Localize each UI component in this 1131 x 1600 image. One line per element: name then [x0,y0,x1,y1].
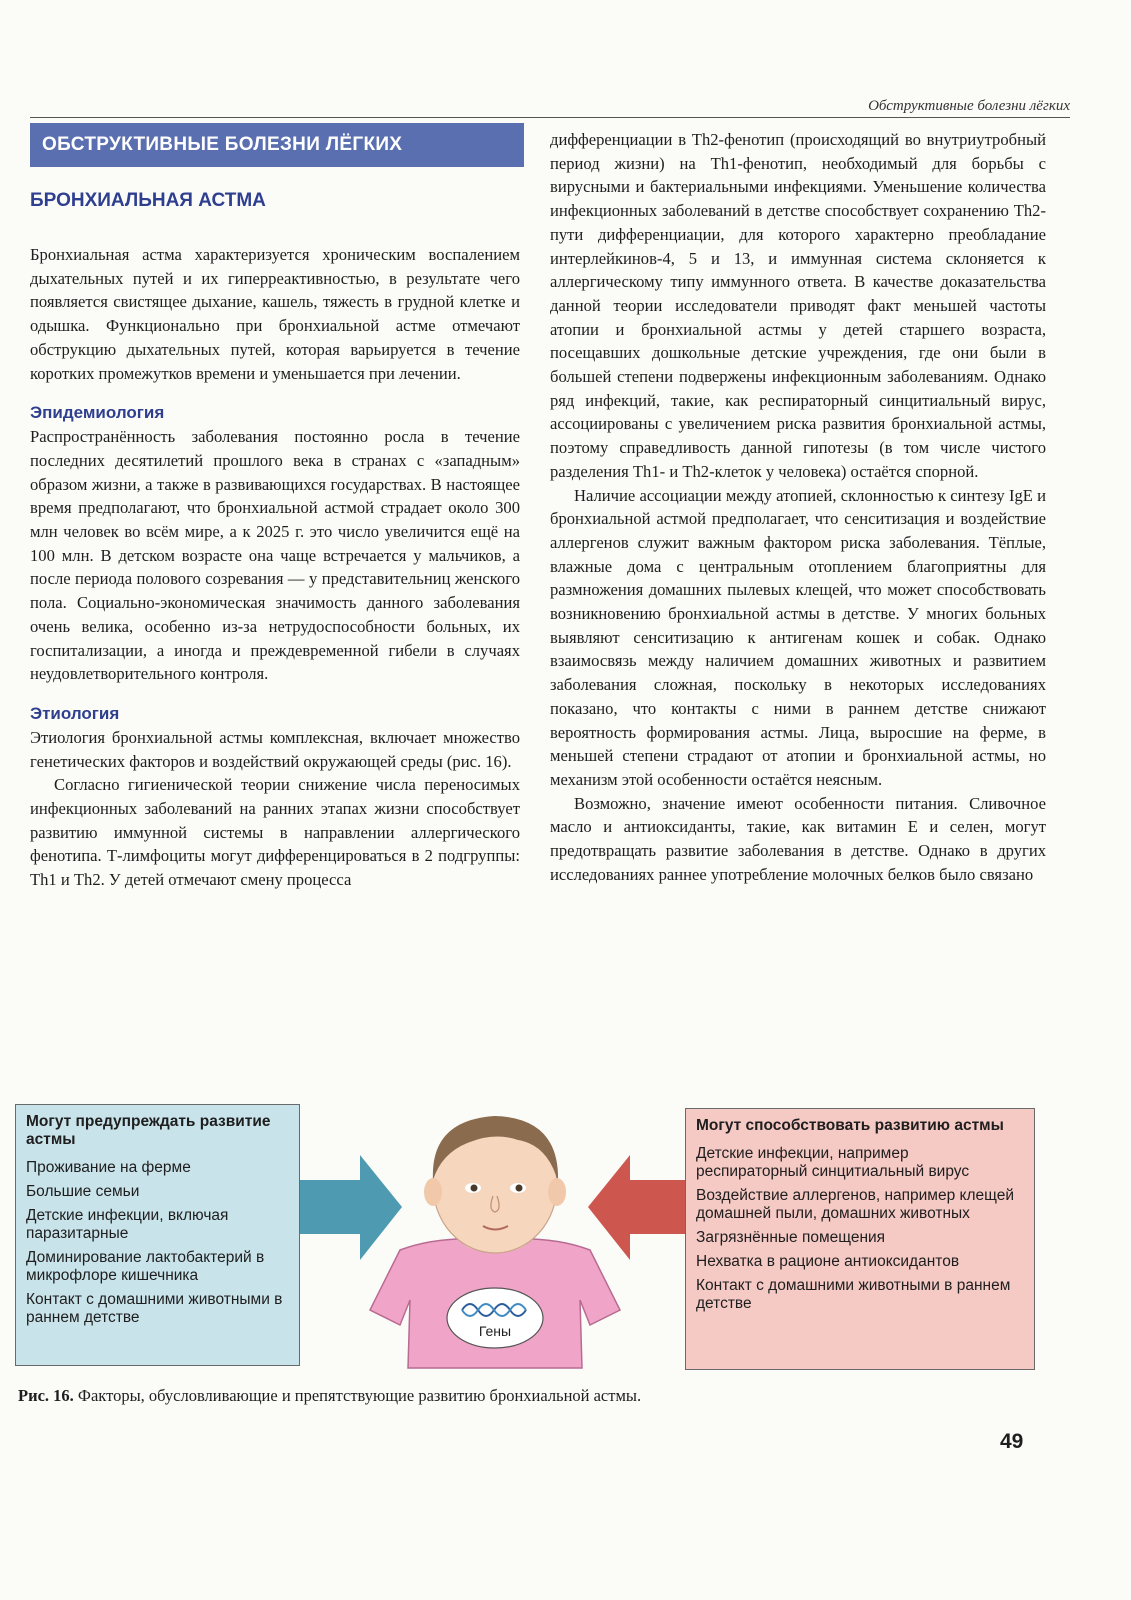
right-column [550,128,1046,887]
etiology-heading: Этиология [30,703,120,723]
list-item: Проживание на ферме [26,1159,191,1176]
risk-factors-title: Могут способствовать развитию астмы [696,1117,1004,1134]
right-paragraph-3: Возможно, значение имеют особенности питания. Сливочное масло и антиоксиданты, такие, как витамин Е и селен, могут предотвращать развитие заболевания в детстве. Однако в других исследованиях раннее употребление молочных белков было связано [550,793,1046,884]
list-item: Контакт с домашними животными в раннем детстве [26,1291,283,1326]
risk-factors-box [685,1108,1035,1370]
main-heading: БРОНХИАЛЬНАЯ АСТМА [30,190,266,211]
right-paragraph-2: Наличие ассоциации между атопией, склонностью к синтезу IgE и бронхиальной астмой предполагает, что сенситизация и воздействие аллергенов служит важным фактором риска заболевания. Тёплые, влажные дома с центральным отоплением благоприятны для размножения домашних пылевых клещей, что может способствовать возникновению бронхиальной астмы в детстве. У многих больных выявляют сенситизацию к антигенам кошек и собак. Однако взаимосвязь между наличием домашних животных и развитием заболевания сложная, поскольку в некоторых исследованиях показано, что контакты с ними в раннем детстве снижают вероятность формирования астмы. Лица, выросшие на ферме, в меньшей степени страдают от атопии и бронхиальной астмы, но механизм этой особенности остаётся неясным. [550,485,1046,789]
list-item: Детские инфекции, включая паразитарные [26,1207,229,1242]
page-number: 49 [1000,1430,1024,1453]
left-column [30,187,520,892]
caption-label: Рис. 16. [18,1386,74,1405]
list-item: Загрязнённые помещения [696,1229,886,1246]
epidemiology-paragraph: Распространённость заболевания постоянно росла в течение последних десятилетий прошлого века в странах с «западным» образом жизни, а также в развивающихся государствах. В настоящее время предполагают, что бронхиальной астмой страдает около 300 млн человек во всём мире, а к 2025 г. это число увеличится ещё на 100 млн. В детском возрасте она чаще встречается у мальчиков, а после периода полового созревания — у представительниц женского пола. Социально-экономическая значимость данного заболевания очень велика, особенно из-за нетрудоспособности больных, их госпитализации, а иногда и преждевременной гибели в случаях неудовлетворительного контроля. [30,427,520,684]
preventive-factors-title: Могут предупреждать развитие астмы [26,1113,271,1148]
list-item: Воздействие аллергенов, например клещей домашней пыли, домашних животных [696,1187,1014,1222]
intro-paragraph: Бронхиальная астма характеризуется хроническим воспалением дыхательных путей и их гиперреактивностью, в результате чего появляется свистящее дыхание, кашель, тяжесть в грудной клетке и одышка. Функционально при бронхиальной астме отмечают обструкцию дыхательных путей, которая варьируется в течение коротких промежутков времени и уменьшается при лечении. [30,245,520,383]
right-paragraph-1: дифференциации в Th2-фенотип (происходящий во внутриутробный период жизни) на Th1-фенотип, необходимый для борьбы с вирусными и бактериальными инфекциями. Уменьшение количества инфекционных заболеваний в детстве способствует сохранению Th2-пути дифференциации, для которого характерно преобладание интерлейкинов-4, 5 и 13, и иммунная система склоняется к аллергическому типу иммунного ответа. В качестве доказательства данной теории исследователи приводят факт меньшей частоты атопии и бронхиальной астмы у детей старшего возраста, посещавших дошкольные детские учреждения, где они были в большей степени подвержены инфекционным заболеваниям. Однако ряд инфекций, такие, как респираторный синцитиальный вирус, ассоциированы с увеличением риска развития бронхиальной астмы, поэтому справедливость данной гипотезы (в том числе чистого разделения Th1- и Th2-клеток у человека) остаётся спорной. [550,130,1046,481]
list-item: Контакт с домашними животными в раннем детстве [696,1277,1011,1312]
arrow-left-icon [588,1155,690,1260]
etiology-paragraph-2: Согласно гигиенической теории снижение числа переносимых инфекционных заболеваний на ранних этапах жизни способствует развитию иммунной системы в направлении аллергического фенотипа. Т-лимфоциты могут дифференцироваться в 2 подгруппы: Th1 и Th2. У детей отмечают смену процесса [30,775,520,890]
list-item: Доминирование лактобактерий в микрофлоре кишечника [26,1249,265,1284]
list-item: Большие семьи [26,1183,140,1200]
risk-factors-list [696,1145,1024,1313]
child-illustration [290,1100,700,1370]
genes-badge [447,1288,543,1348]
preventive-factors-box [15,1104,300,1366]
list-item: Нехватка в рационе антиоксидантов [696,1253,960,1270]
preventive-factors-list [26,1159,289,1327]
etiology-paragraph-1: Этиология бронхиальной астмы комплексная, включает множество генетических факторов и воздействий окружающей среды (рис. 16). [30,727,520,771]
genes-label: Гены [478,1323,512,1339]
caption-text: Факторы, обусловливающие и препятствующие развитию бронхиальной астмы. [77,1386,642,1405]
figure-caption [18,1386,1018,1406]
arrow-right-icon [300,1155,402,1260]
section-banner: ОБСТРУКТИВНЫЕ БОЛЕЗНИ ЛЁГКИХ [30,123,524,167]
epidemiology-heading: Эпидемиология [30,403,165,423]
running-header: Обструктивные болезни лёгких [30,98,1070,118]
list-item: Детские инфекции, например респираторный синцитиальный вирус [696,1145,970,1180]
